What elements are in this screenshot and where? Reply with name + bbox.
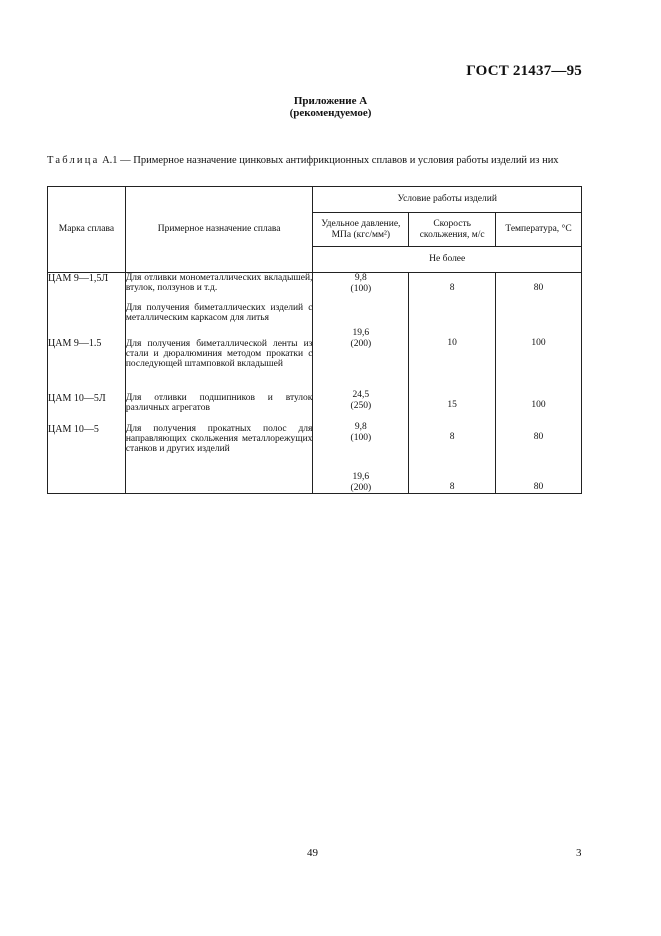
alloy-table xyxy=(47,186,582,494)
purpose-2: Для получения биметаллических изделий с металлическим каркасом для литья xyxy=(125,303,313,324)
temperature-1: 80 xyxy=(533,283,544,293)
header-grade: Марка сплава xyxy=(48,187,126,273)
grade-column xyxy=(48,273,126,494)
temperature-4: 80 xyxy=(533,432,544,442)
grade-4: ЦАМ 10—5Л xyxy=(48,393,106,404)
speed-column xyxy=(409,273,496,494)
purpose-column xyxy=(125,273,313,494)
pressure-5: 19,6 xyxy=(352,472,370,482)
appendix-title: Приложение А xyxy=(293,95,368,107)
document-code: ГОСТ 21437—95 xyxy=(466,63,582,79)
purpose-5: Для получения прокатных полос для направляющих скольжения металлорежущих станков и других изделий xyxy=(125,424,313,455)
grade-2 xyxy=(48,327,125,338)
purpose-1: Для отливки монометаллических вкладышей, втулок, ползунов и т.д. xyxy=(125,273,313,294)
grade-1: ЦАМ 9—1,5Л xyxy=(48,273,109,284)
pressure-kgf-1: (100) xyxy=(350,283,372,294)
purpose-4: Для отливки подшипников и втулок различных агрегатов xyxy=(125,393,313,414)
grade-5: ЦАМ 10—5 xyxy=(48,424,99,435)
speed-4: 8 xyxy=(449,432,455,442)
table-caption-label: Таблица xyxy=(47,155,100,166)
pressure-kgf-4: (100) xyxy=(350,432,372,443)
header-conditions: Условие работы изделий xyxy=(313,187,582,213)
pressure-2: 19,6 xyxy=(352,328,370,338)
purpose-3: Для получения биметаллической ленты из стали и дюралюминия методом прокатки с последующей штамповкой вкладышей xyxy=(125,339,313,370)
temperature-2: 100 xyxy=(531,338,546,348)
header-speed: Скорость скольжения, м/с xyxy=(409,213,496,247)
pressure-3: 24,5 xyxy=(352,390,370,400)
grade-3: ЦАМ 9—1.5 xyxy=(48,338,102,349)
temperature-3: 100 xyxy=(531,400,546,410)
header-temperature: Температура, °С xyxy=(496,213,582,247)
pressure-1: 9,8 xyxy=(354,273,367,283)
header-purpose: Примерное назначение сплава xyxy=(125,187,313,273)
pressure-kgf-5: (200) xyxy=(350,482,372,493)
pressure-kgf-3: (250) xyxy=(350,400,372,411)
temperature-column xyxy=(496,273,582,494)
header-limit: Не более xyxy=(313,247,582,273)
speed-5: 8 xyxy=(449,482,455,492)
appendix-subtitle: (рекомендуемое) xyxy=(289,107,372,119)
sheet-number: 3 xyxy=(576,847,582,859)
pressure-kgf-2: (200) xyxy=(350,338,372,349)
speed-3: 15 xyxy=(447,400,457,410)
speed-2: 10 xyxy=(447,338,457,348)
table-caption-text: А.1 — Примерное назначение цинковых антифрикционных сплавов и условия работы изделий из них xyxy=(102,155,559,166)
table-body-row xyxy=(48,273,582,494)
table-caption xyxy=(47,155,587,167)
header-pressure: Удельное давление, МПа (кгс/мм²) xyxy=(313,213,409,247)
temperature-5: 80 xyxy=(533,482,544,492)
appendix-heading xyxy=(0,95,661,119)
pressure-column xyxy=(313,273,409,494)
pressure-4: 9,8 xyxy=(354,422,367,432)
speed-1: 8 xyxy=(449,283,455,293)
page-number: 49 xyxy=(307,847,318,859)
